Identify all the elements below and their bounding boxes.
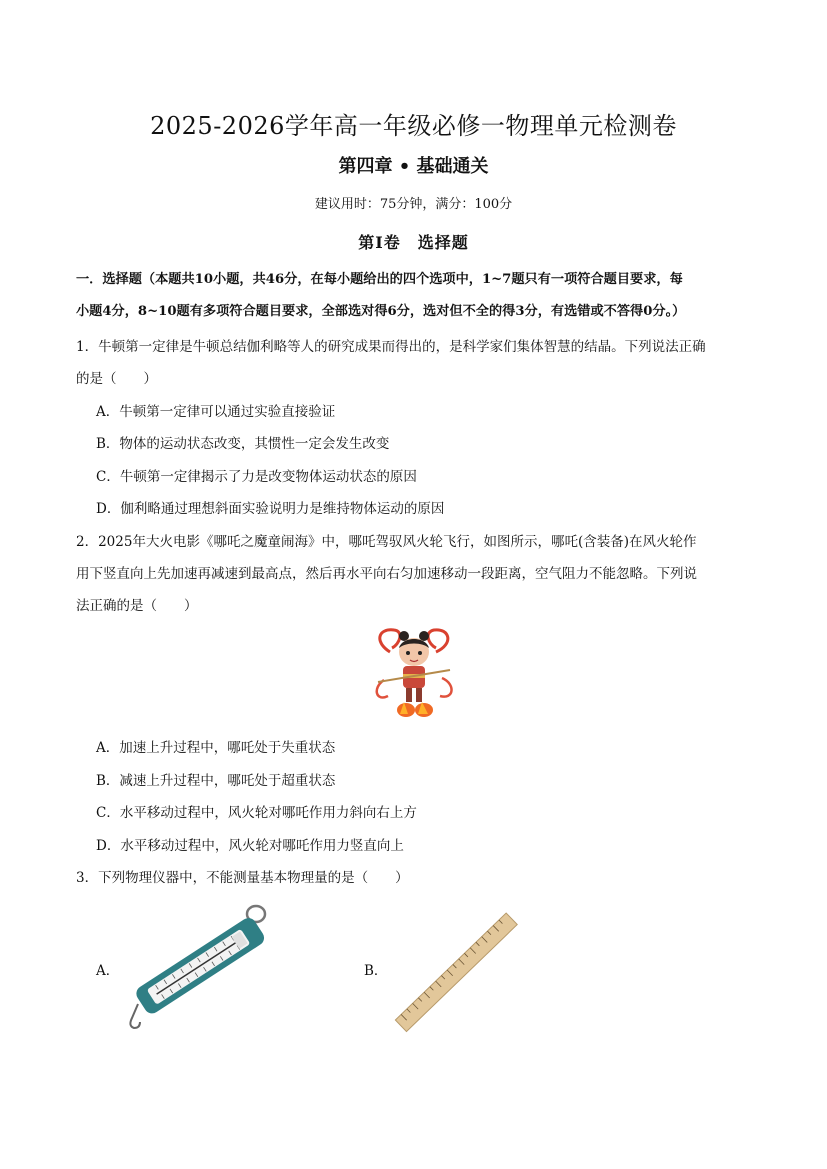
question-1-option-c: C．牛顿第一定律揭示了力是改变物体运动状态的原因 <box>96 469 417 485</box>
question-3-stem: 3．下列物理仪器中，不能测量基本物理量的是（ ） <box>76 870 409 886</box>
exam-subtitle: 第四章 • 基础通关 <box>338 156 489 177</box>
question-1-stem-line2: 的是（ ） <box>76 371 157 387</box>
ruler-icon <box>388 908 526 1038</box>
time-score-info: 建议用时：75分钟，满分：100分 <box>314 197 513 212</box>
section-instructions-line1: 一．选择题（本题共10小题，共46分，在每小题给出的四个选项中，1~7题只有一项符合题目要求，每 <box>76 272 683 287</box>
question-1-option-b: B．物体的运动状态改变，其惯性一定会发生改变 <box>96 436 390 452</box>
question-2-option-b: B．减速上升过程中，哪吒处于超重状态 <box>96 773 336 789</box>
question-2-option-d: D．水平移动过程中，风火轮对哪吒作用力竖直向上 <box>96 838 404 854</box>
question-2-option-c: C．水平移动过程中，风火轮对哪吒作用力斜向右上方 <box>96 805 417 821</box>
question-1-option-a: A．牛顿第一定律可以通过实验直接验证 <box>96 404 336 420</box>
question-1-option-d: D．伽利略通过理想斜面实验说明力是维持物体运动的原因 <box>96 501 445 517</box>
question-2-stem-line3: 法正确的是（ ） <box>76 598 198 614</box>
volume-heading: 第Ⅰ卷 选择题 <box>358 233 469 252</box>
nezha-illustration <box>370 622 458 726</box>
spring-scale-icon <box>118 900 278 1034</box>
question-2-option-a: A．加速上升过程中，哪吒处于失重状态 <box>96 740 336 756</box>
question-1-stem-line1: 1．牛顿第一定律是牛顿总结伽利略等人的研究成果而得出的，是科学家们集体智慧的结晶。下列说法正确 <box>76 339 706 355</box>
exam-title: 2025-2026学年高一年级必修一物理单元检测卷 <box>150 112 677 140</box>
question-3-option-a-label: A． <box>96 963 120 979</box>
question-2-stem-line1: 2．2025年大火电影《哪吒之魔童闹海》中，哪吒驾驭风火轮飞行，如图所示，哪吒(含装备)在风火轮作 <box>76 534 697 550</box>
question-2-stem-line2: 用下竖直向上先加速再减速到最高点，然后再水平向右匀加速移动一段距离，空气阻力不能忽略。下列说 <box>76 566 697 582</box>
section-instructions-line2: 小题4分，8~10题有多项符合题目要求，全部选对得6分，选对但不全的得3分，有选错或不答得0分。） <box>76 304 686 319</box>
question-3-option-b-label: B． <box>364 963 388 979</box>
